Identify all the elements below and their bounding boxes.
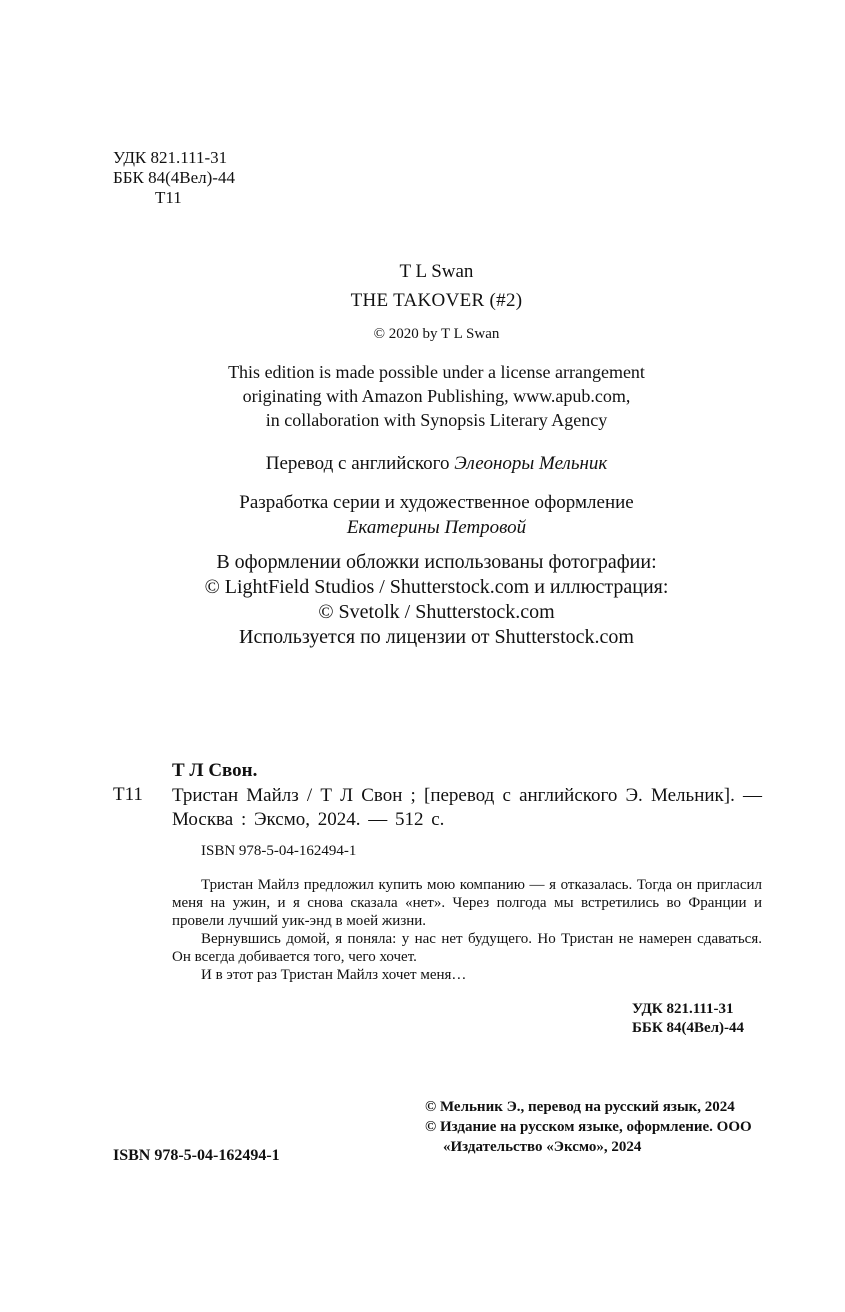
design-credit <box>0 490 845 540</box>
udk-code: УДК 821.111-31 <box>113 148 228 167</box>
isbn-record: ISBN 978-5-04-162494-1 <box>201 843 357 859</box>
original-author: T L Swan <box>399 261 474 282</box>
design-label: Разработка серии и художественное оформление <box>239 492 634 513</box>
annotation-paragraph-3: И в этот раз Тристан Майлз хочет меня… <box>201 967 467 983</box>
bibliographic-description: Тристан Майлз / Т Л Свон ; [перевод с английского Э. Мельник]. — Москва : Эксмо, 2024. — 512 с. <box>172 785 762 830</box>
license-line-3: in collaboration with Synopsis Literary Agency <box>265 410 608 430</box>
photo-credit-line-4: Используется по лицензии от Shutterstock.com <box>239 626 634 648</box>
photo-credit-line-2: © LightField Studios / Shutterstock.com и иллюстрация: <box>204 576 669 598</box>
bibliographic-code: Т11 <box>113 784 143 805</box>
translation-copyright: © Мельник Э., перевод на русский язык, 2024 <box>425 1099 735 1115</box>
classification-codes-right <box>632 1000 744 1038</box>
udk-code-right: УДК 821.111-31 <box>632 1001 734 1017</box>
original-copyright: © 2020 by T L Swan <box>373 326 500 342</box>
original-title: THE TAKOVER (#2) <box>350 290 523 311</box>
translation-credit <box>0 453 845 475</box>
license-line-1: This edition is made possible under a license arrangement <box>228 362 645 382</box>
russian-copyrights <box>425 1097 770 1157</box>
translation-label: Перевод с английского <box>265 453 450 474</box>
annotation-paragraph-2: Вернувшись домой, я поняла: у нас нет будущего. Но Тристан не намерен сдаваться. Он всегда добивается того, чего хочет. <box>172 931 762 965</box>
photo-credit-line-1: В оформлении обложки использованы фотографии: <box>216 551 657 573</box>
edition-copyright: © Издание на русском языке, оформление. ООО «Издательство «Эксмо», 2024 <box>425 1119 752 1155</box>
annotation-paragraph-1: Тристан Майлз предложил купить мою компанию — я отказалась. Тогда он пригласил меня на ужин, и я снова сказала «нет». Через полгода мы встретились во Франции и провели лучший уик-энд в моей жизни. <box>172 877 762 929</box>
bbk-code-right: ББК 84(4Вел)-44 <box>632 1020 745 1036</box>
annotation <box>172 876 762 984</box>
license-line-2: originating with Amazon Publishing, www.apub.com, <box>242 386 631 406</box>
photo-credit-line-3: © Svetolk / Shutterstock.com <box>318 601 555 623</box>
bibliographic-author: Т Л Свон. <box>172 760 258 781</box>
translator-name: Элеоноры Мельник <box>454 453 608 474</box>
classification-codes-top <box>113 148 235 208</box>
designer-name: Екатерины Петровой <box>346 517 527 538</box>
license-notice <box>0 360 845 432</box>
isbn-bottom: ISBN 978-5-04-162494-1 <box>113 1147 280 1164</box>
bbk-code: ББК 84(4Вел)-44 <box>113 168 235 187</box>
photo-credits <box>0 550 845 650</box>
author-mark: Т11 <box>155 188 182 207</box>
